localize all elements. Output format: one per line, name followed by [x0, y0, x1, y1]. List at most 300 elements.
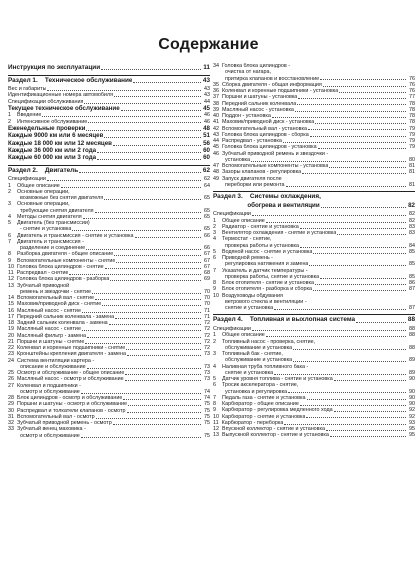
toc-entry-title: 41 Маховик/приводной диск - установка [213, 119, 315, 126]
toc-entry-title: описание и обслуживание [8, 363, 86, 370]
toc-page-number: 11 [203, 64, 210, 71]
toc-page-number: 73 [204, 363, 210, 370]
toc-page-number: 92 [409, 407, 415, 414]
dot-leader [315, 123, 406, 124]
toc-entry-title: обслуживание и установка [213, 344, 293, 351]
toc-page-number: 80 [409, 156, 415, 163]
toc-page-number: 67 [204, 263, 210, 270]
toc-page-number: 43 [204, 92, 210, 99]
dot-leader [286, 186, 406, 187]
dot-leader [300, 247, 406, 248]
toc-section-heading [8, 75, 210, 85]
toc-page-number: 66 [204, 232, 210, 239]
toc-page-number: 43 [204, 86, 210, 93]
dot-leader [114, 96, 201, 97]
toc-page-number: 89 [409, 357, 415, 364]
page-title: Содержание [158, 36, 259, 53]
toc-entry-title: разделение и соединение [8, 245, 86, 252]
toc-page-number: 62 [204, 176, 210, 183]
dot-leader [47, 90, 201, 91]
toc-page-number: 90 [409, 376, 415, 382]
toc-page-number: 45 [203, 104, 210, 112]
dot-leader [86, 249, 201, 250]
dot-leader [82, 312, 201, 313]
toc-page-number: 74 [204, 395, 210, 402]
toc-page-number: 67 [204, 251, 210, 258]
toc-entry-title: очистка от нагара, [213, 69, 271, 76]
dot-leader [113, 145, 201, 146]
toc-entry-title: Каждые 60 000 км или 3 года [8, 154, 97, 162]
toc-page-number: 62 [202, 166, 210, 174]
toc-page-number: 70 [204, 288, 210, 295]
dot-leader [92, 293, 201, 294]
toc-entry-title: 19 Масляный насос - снятие [8, 326, 81, 333]
toc-entry-title: 42 Вспомогательный вал - установка [213, 125, 307, 132]
toc-entry-title: 12 Головка блока цилиндров - разборка [8, 276, 110, 283]
toc-entry-title: 27 Коленвал и подшипники - [8, 382, 81, 389]
toc-entry-title: обогрева и вентиляции [213, 202, 320, 209]
dot-leader [337, 234, 406, 235]
toc-page-number: 44 [204, 98, 210, 105]
toc-entry-title: ремень и звездочки - снятие [8, 288, 92, 295]
toc-page-number: 89 [409, 369, 415, 376]
toc-entry-title: 7 Указатель и датчик температуры - [213, 267, 308, 274]
toc-entry-title: 38 Передний сальник коленвала [213, 100, 297, 107]
toc-entry-title: 43 Головка блока цилиндров - сборка [213, 131, 309, 138]
dot-leader [295, 111, 406, 112]
toc-entry-title: снятие и установка [213, 305, 274, 312]
toc-entry [8, 132, 210, 139]
toc-page-number: 79 [409, 125, 415, 132]
toc-entry-title: 36 Коленвал и коренные подшипники - установка [213, 88, 339, 94]
toc-entry [8, 105, 210, 112]
dot-leader [61, 187, 201, 188]
toc-entry [213, 182, 415, 188]
dot-leader [127, 412, 201, 413]
dot-leader [266, 222, 406, 223]
dot-leader [297, 104, 406, 105]
toc-page-number: 95 [409, 432, 415, 439]
toc-entry-title: требующие снятия двигателя [8, 207, 94, 214]
toc-page-number: 73 [204, 351, 210, 358]
toc-entry-title: переборки или ремонта [213, 181, 285, 188]
dot-leader [300, 405, 406, 406]
toc-page-number: 76 [409, 81, 415, 88]
toc-page-number: 69 [204, 276, 210, 283]
dot-leader [283, 142, 406, 143]
toc-entry-title: проверка работы, снятие и установка [213, 273, 320, 280]
toc-section-heading [8, 63, 210, 72]
dot-leader [102, 305, 201, 306]
toc-entry-title: Вес и габариты [8, 86, 47, 93]
dot-leader [96, 418, 201, 419]
dot-leader [87, 368, 201, 369]
toc-entry-title: 4 Термостат - снятие, [213, 236, 272, 243]
toc-page-number: 77 [409, 94, 415, 101]
toc-page-number: 43 [202, 76, 210, 84]
toc-entry-title: 1 Введение [8, 112, 42, 119]
dot-leader [330, 436, 406, 437]
dot-leader [81, 437, 201, 438]
toc-entry-title: Идентификационные номера автомобиля [8, 92, 114, 99]
toc-entry-title: 10 Воздуховоды обдувания [213, 292, 283, 299]
toc-page-number: 79 [409, 131, 415, 138]
toc-entry-title: Раздел 4. Топливная и выхлопная система [213, 316, 356, 324]
toc-entry-title: 34 Головка блока цилиндров - [213, 63, 291, 69]
toc-entry-title: Каждые 9000 км или 6 месяцев [8, 132, 104, 140]
toc-page-number: 85 [409, 273, 415, 280]
toc-entry-title: 8 Разборка двигателя - общее описание [8, 251, 114, 258]
toc-entry-title: 9 Вспомогательные компоненты - снятие [8, 257, 116, 264]
dot-leader [251, 161, 406, 162]
toc-page-number: 51 [203, 132, 210, 140]
toc-entry-title: Раздел 1. Техническое обслуживание [8, 76, 133, 84]
toc-page-number: 76 [409, 75, 415, 82]
toc-entry-title: 12 Впускной коллектор - снятие и установка [213, 426, 326, 432]
dot-leader [72, 230, 201, 231]
toc-entry-title: 2 Топливный насос - проверка, снятие, [213, 338, 316, 345]
dot-leader [126, 349, 201, 350]
toc-page-number: 65 [204, 226, 210, 233]
toc-entry-title: 25 Осмотр и обслуживание - общее описание [8, 370, 125, 377]
toc-entry-title: 26 Масляный насос - осмотр и обслуживание [8, 376, 124, 383]
toc-entry-title: 33 Зубчатый венец маховика - [8, 426, 86, 433]
toc-page-number: 88 [407, 316, 415, 324]
dot-leader [113, 424, 201, 425]
dot-leader [334, 411, 406, 412]
toc-entry-title: 24 Система вентиляции картера - [8, 357, 95, 364]
toc-page-number: 48 [203, 124, 210, 132]
dot-leader [356, 322, 406, 323]
toc-entry [8, 140, 210, 147]
dot-leader [266, 336, 406, 337]
toc-entry-title: 6 Приводной ремень - [213, 255, 273, 262]
toc-entry-title: 2 Радиатор - снятие и установка [213, 223, 299, 230]
dot-leader [84, 103, 201, 104]
toc-entry-title: 9 Блок отопителя - разборка и сборка [213, 286, 312, 293]
toc-entry [213, 432, 415, 438]
toc-entry [8, 433, 210, 439]
dot-leader [104, 137, 201, 138]
dot-leader [86, 130, 201, 131]
toc-page-number: 71 [204, 313, 210, 320]
toc-page-number: 46 [204, 112, 210, 119]
toc-section-heading [8, 165, 210, 175]
toc-page-number: 66 [204, 245, 210, 252]
toc-page-number: 82 [408, 202, 415, 209]
toc-entry-title: Каждые 36 000 км или 2 года [8, 147, 97, 155]
toc-page-number: 87 [409, 305, 415, 312]
dot-leader [252, 330, 406, 331]
dot-leader [95, 212, 201, 213]
toc-page-number: 60 [203, 147, 210, 155]
toc-page-number: 72 [204, 320, 210, 327]
toc-page-number: 73 [204, 376, 210, 383]
toc-entry-title: 20 Масляный фильтр - замена [8, 332, 87, 339]
toc-entry-title: 23 Кронштейны крепления двигателя - замена [8, 351, 126, 358]
toc-entry-title: 15 Маховик/приводной диск - снятие [8, 301, 102, 308]
toc-entry-title: Каждые 18 000 км или 12 месяцев [8, 139, 112, 147]
toc-page-number: 92 [409, 413, 415, 420]
dot-leader [115, 318, 201, 319]
toc-entry-title: Еженедельные проверки [8, 124, 86, 132]
toc-entry-title: регулировка натяжения и замена [213, 261, 309, 268]
dot-leader [123, 399, 201, 400]
toc-entry-title: 13 Выпускной коллектор - снятие и установка [213, 432, 329, 439]
toc-entry-title: 30 Распредвал и толкатели клапанов - осмотр [8, 407, 126, 414]
toc-entry-title: 29 Поршни и шатуны - осмотр и обслуживание [8, 401, 128, 408]
toc-page-number: 90 [409, 388, 415, 395]
toc-page-number: 68 [204, 270, 210, 277]
toc-page-number: 88 [409, 344, 415, 351]
dot-leader [309, 265, 406, 266]
dot-leader [320, 79, 406, 80]
dot-leader [307, 399, 406, 400]
dot-leader [97, 159, 201, 160]
toc-entry-title: Текущее техническое обслуживание [8, 104, 120, 112]
toc-entry-title: 40 Поддон - установка [213, 113, 271, 119]
toc-page-number: 83 [409, 223, 415, 230]
dot-leader [288, 392, 406, 393]
toc-entry-title: 6 Тросик акселератора - снятие, [213, 382, 299, 389]
toc-page-number: 86 [409, 280, 415, 287]
toc-entry-title: 3 Основные операции, [8, 201, 70, 208]
dot-leader [88, 122, 201, 123]
toc-section-heading [213, 314, 415, 324]
toc-entry-title: ветрового стекла и вентиляции - [213, 298, 307, 305]
toc-page-number: 79 [409, 138, 415, 144]
dot-leader [101, 69, 201, 70]
toc-entry-title: 3 Топливный бак - снятие, [213, 351, 283, 357]
dot-leader [79, 172, 201, 173]
toc-section-heading [213, 191, 415, 200]
dot-leader [252, 215, 406, 216]
toc-page-number: 72 [204, 326, 210, 333]
dot-leader [135, 237, 201, 238]
toc-page-number: 85 [409, 261, 415, 268]
toc-entry-title: 14 Вспомогательный вал - снятие [8, 295, 94, 302]
dot-leader [109, 324, 201, 325]
toc-entry-title: 49 Запуск двигателя после [213, 175, 282, 182]
toc-entry-title: 17 Передний сальник коленвала - замена [8, 313, 115, 320]
dot-leader [81, 393, 201, 394]
dot-leader [47, 180, 201, 181]
toc-page-number: 88 [409, 326, 415, 332]
dot-leader [272, 117, 406, 118]
toc-page-number: 71 [204, 307, 210, 314]
dot-leader [125, 380, 201, 381]
dot-leader [320, 278, 406, 279]
toc-page-number: 75 [204, 420, 210, 427]
toc-page-number: 70 [204, 301, 210, 308]
toc-entry-title: 11 Карбюратор - переборка [213, 419, 284, 426]
toc-page-number: 90 [409, 401, 415, 407]
toc-page-number: 83 [409, 230, 415, 237]
dot-leader [300, 228, 406, 229]
dot-leader [42, 116, 201, 117]
dot-leader [83, 218, 201, 219]
toc-entry-title: 3 Вентилятор охлаждения - снятие и установка [213, 230, 337, 237]
dot-leader [274, 309, 406, 310]
toc-entry-title: 10 Головка блока цилиндров - снятие [8, 263, 104, 270]
dot-leader [306, 417, 406, 418]
toc-page-number: 78 [409, 100, 415, 107]
toc-page-number: 78 [409, 106, 415, 113]
toc-page-number: 85 [409, 248, 415, 255]
toc-page-number: 75 [204, 432, 210, 439]
toc-page-number: 95 [409, 426, 415, 432]
toc-entry-title: осмотр и обслуживание [8, 432, 80, 439]
toc-page-number: 76 [409, 88, 415, 94]
toc-entry [8, 147, 210, 154]
toc-entry-title: Спецификации [8, 176, 46, 183]
dot-leader [87, 337, 201, 338]
toc-page-number: 65 [204, 207, 210, 214]
dot-leader [82, 330, 201, 331]
toc-entry-title: 16 Масляный насос - снятие [8, 307, 81, 314]
toc-page-number: 65 [204, 195, 210, 202]
toc-entry-title: 9 Карбюратор - регулировка медленного хода [213, 407, 333, 414]
dot-leader [313, 253, 406, 254]
toc-entry-title: - снятие и установка [8, 226, 72, 233]
toc-page-number: 74 [204, 388, 210, 395]
toc-entry-title: 8 Карбюратор - общее описание [213, 401, 299, 407]
dot-leader [318, 148, 406, 149]
dot-leader [274, 374, 406, 375]
toc-page-number: 75 [204, 407, 210, 414]
toc-page-number: 79 [409, 144, 415, 151]
toc-page-number: 82 [409, 217, 415, 224]
toc-entry-title: установка и регулировка [213, 388, 288, 395]
toc-entry-title: 6 Двигатель и трансмиссия - снятие и установка [8, 232, 134, 239]
toc-page-number: 73 [204, 370, 210, 377]
toc-page-number: 93 [409, 419, 415, 426]
toc-entry-title: 44 Распредвал - установка [213, 138, 282, 144]
toc-entry-title: 5 Водяной насос - снятие и установка [213, 248, 313, 255]
toc-entry-title: 35 Сборка двигателя - общая информация [213, 81, 322, 88]
toc-entry-title: Спецификации [213, 326, 251, 332]
toc-page-number: 78 [409, 113, 415, 119]
toc-entry-title: 18 Задний сальник коленвала - замена [8, 320, 108, 327]
toc-column-right [213, 63, 415, 439]
toc-entry-title: 31 Вспомогательный вал - осмотр [8, 413, 95, 420]
toc-page-number: 64 [204, 182, 210, 189]
toc-page-number: 90 [409, 394, 415, 401]
toc-entry-title: 8 Блок отопителя - снятие и установка [213, 280, 314, 287]
toc-page-number: 46 [204, 118, 210, 125]
dot-leader [133, 82, 201, 83]
toc-entry-title: 47 Вспомогательные компоненты - установка [213, 163, 329, 169]
dot-leader [125, 374, 201, 375]
toc-page-number: 70 [204, 295, 210, 302]
toc-page-number: 87 [409, 286, 415, 293]
toc-page-number: 56 [203, 139, 210, 147]
toc-page-number: 81 [409, 163, 415, 169]
toc-entry-title: 21 Поршни и шатуны - снятие [8, 338, 85, 345]
dot-leader [114, 255, 201, 256]
toc-entry-title: 39 Масляный насос - установка [213, 106, 294, 113]
toc-column-left [8, 63, 210, 439]
toc-entry-title: 5 Датчик уровня топлива - снятие и установка [213, 376, 333, 382]
toc-entry-title: 1 Общее описание [213, 332, 265, 339]
toc-page-number: 72 [204, 345, 210, 352]
toc-entry-title: 28 Блок цилиндров - осмотр и обслуживание [8, 395, 123, 402]
toc-entry-title: 13 Зубчатый приводной [8, 282, 70, 289]
toc-entry-title: 11 Распредвал - снятие [8, 270, 69, 277]
toc-entry-title: 4 Наливная труба топливного бака - [213, 363, 309, 370]
dot-leader [284, 424, 406, 425]
toc-entry [213, 202, 415, 209]
dot-leader [85, 343, 201, 344]
dot-leader [105, 268, 201, 269]
dot-leader [128, 405, 201, 406]
dot-leader [97, 152, 201, 153]
toc-entry-title: притирка клапанов и восстановление [213, 75, 320, 82]
toc-entry-title: 48 Зазоры клапанов - регулировка [213, 169, 302, 176]
toc-entry-title: установка [213, 156, 251, 163]
toc-entry-title: 10 Карбюратор - снятие и установка [213, 413, 306, 420]
dot-leader [298, 98, 406, 99]
toc-entry-title: снятие и установка [213, 369, 274, 376]
toc-entry-title: 4 Методы снятия двигателя [8, 213, 82, 220]
dot-leader [321, 207, 406, 208]
dot-leader [293, 349, 406, 350]
toc-entry-title: Спецификации [213, 211, 251, 218]
toc-page-number: 81 [409, 169, 415, 176]
toc-page-number: 78 [409, 119, 415, 126]
toc-entry-title: 5 Двигатель (без трансмиссии) [8, 220, 90, 227]
toc-page-number: 88 [409, 332, 415, 339]
toc-entry-title: 46 Зубчатый приводной ремень и звездочки - [213, 150, 329, 157]
toc-entry [8, 125, 210, 132]
dot-leader [308, 129, 406, 130]
toc-entry-title: 7 Педаль газа - снятие и установка [213, 394, 306, 401]
dot-leader [334, 380, 406, 381]
toc-page-number: 67 [204, 257, 210, 264]
toc-page-number: 72 [204, 338, 210, 345]
toc-entry-title: проверка работы и установка [213, 242, 300, 249]
toc-entry-title: 7 Двигатель и трансмиссия - [8, 238, 84, 245]
dot-leader [313, 290, 406, 291]
dot-leader [293, 361, 406, 362]
toc-entry-title: 22 Коленвал и коренные подшипники - снятие [8, 345, 126, 352]
dot-leader [310, 136, 406, 137]
toc-page-number: 81 [409, 181, 415, 188]
dot-leader [95, 299, 201, 300]
toc-entry-title: Раздел 3. Системы охлаждения, [213, 193, 321, 200]
toc-entry [213, 305, 415, 311]
dot-leader [323, 86, 406, 87]
dot-leader [104, 199, 201, 200]
toc-entry-title: возможные без снятия двигателя [8, 195, 104, 202]
dot-leader [110, 280, 201, 281]
toc-page-number: 75 [204, 401, 210, 408]
toc-entry-title: осмотр и обслуживание [8, 388, 80, 395]
toc-page-number: 82 [409, 211, 415, 218]
toc-entry-title: обслуживание и установка [213, 357, 293, 364]
dot-leader [121, 110, 201, 111]
dot-leader [315, 284, 406, 285]
dot-leader [302, 173, 406, 174]
toc-entry-title: 2 Интенсивное обслуживание [8, 118, 88, 125]
dot-leader [127, 355, 201, 356]
toc-entry-title: 37 Поршни и шатуны - установка [213, 94, 298, 101]
toc-entry-title: Инструкция по эксплуатации [8, 64, 101, 71]
toc-page-number: 65 [204, 213, 210, 220]
toc-entry [8, 154, 210, 161]
toc-page-number: 84 [409, 242, 415, 249]
dot-leader [69, 274, 201, 275]
